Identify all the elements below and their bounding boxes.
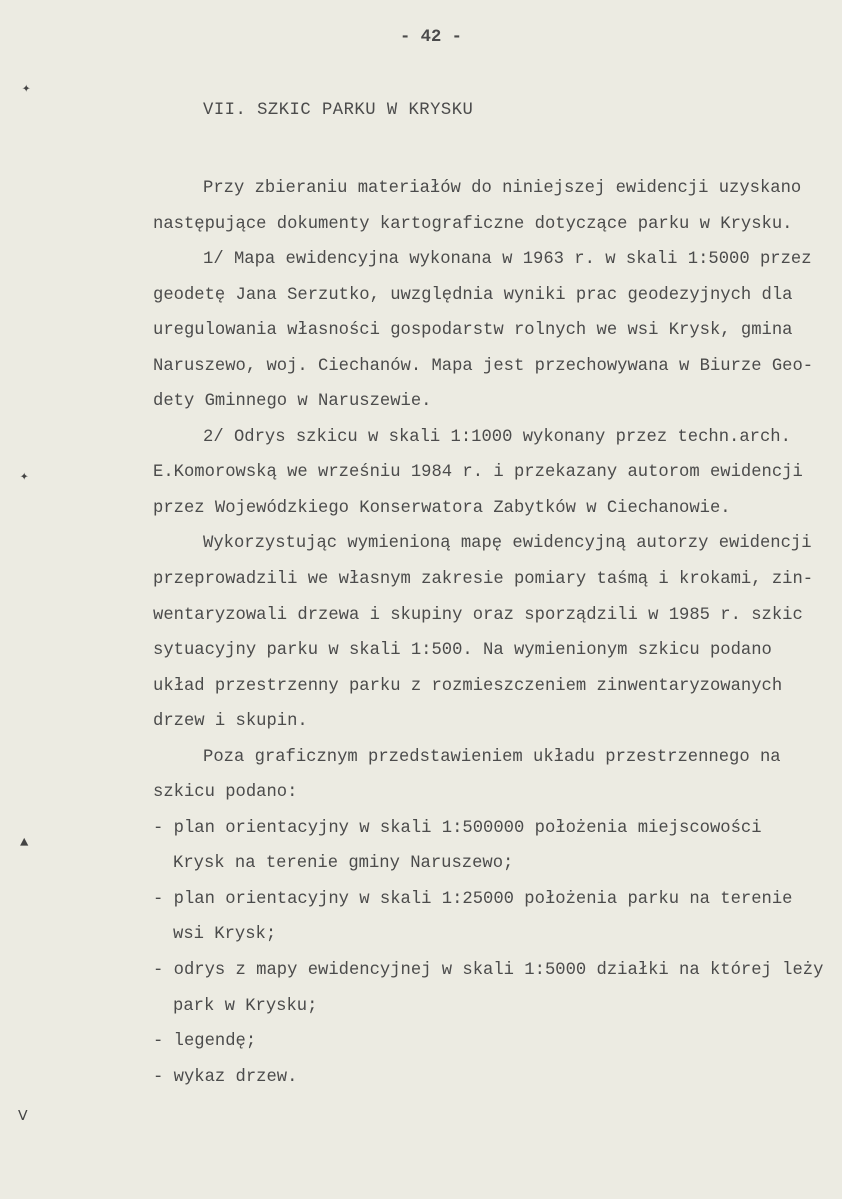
list-item: - plan orientacyjny w skali 1:500000 położenia miejscowości <box>153 818 762 838</box>
margin-mark-icon: ✦ <box>20 469 29 485</box>
text-line: dety Gminnego w Naruszewie. <box>153 392 432 412</box>
text-line: przeprowadzili we własnym zakresie pomiary taśmą i krokami, zin- <box>153 570 814 590</box>
margin-mark-icon: ▲ <box>20 835 29 851</box>
page-number: - 42 - <box>400 28 462 47</box>
section-heading: VII. SZKIC PARKU W KRYSKU <box>203 101 474 120</box>
text-line: Naruszewo, woj. Ciechanów. Mapa jest przechowywana w Biurze Geo- <box>153 356 814 376</box>
text-line: 2/ Odrys szkicu w skali 1:1000 wykonany przez techn.arch. <box>203 427 791 447</box>
list-item: - wykaz drzew. <box>153 1067 298 1087</box>
text-line: Przy zbieraniu materiałów do niniejszej ewidencji uzyskano <box>203 179 802 198</box>
list-item: - plan orientacyjny w skali 1:25000 położenia parku na terenie <box>153 889 793 909</box>
text-line: układ przestrzenny parku z rozmieszczeniem zinwentaryzowanych <box>153 676 783 696</box>
margin-mark-icon: ✦ <box>22 81 31 97</box>
list-item: - legendę; <box>153 1032 257 1052</box>
text-line: szkicu podano: <box>153 783 298 803</box>
document-body <box>153 171 823 1095</box>
text-line: uregulowania własności gospodarstw rolnych we wsi Krysk, gmina <box>153 321 793 341</box>
text-line: Krysk na terenie gminy Naruszewo; <box>173 854 514 874</box>
text-line: geodetę Jana Serzutko, uwzględnia wyniki prac geodezyjnych dla <box>153 285 793 305</box>
text-line: następujące dokumenty kartograficzne dotyczące parku w Krysku. <box>153 214 793 234</box>
text-line: sytuacyjny parku w skali 1:500. Na wymienionym szkicu podano <box>153 641 772 661</box>
list-item: - odrys z mapy ewidencyjnej w skali 1:5000 działki na której leży <box>153 961 824 981</box>
margin-mark-icon: ᐯ <box>18 1109 28 1125</box>
text-line: 1/ Mapa ewidencyjna wykonana w 1963 r. w skali 1:5000 przez <box>203 250 812 270</box>
text-line: wentaryzowali drzewa i skupiny oraz sporządzili w 1985 r. szkic <box>153 605 803 625</box>
text-line: wsi Krysk; <box>173 925 277 945</box>
text-line: Wykorzystując wymienioną mapę ewidencyjną autorzy ewidencji <box>203 534 812 554</box>
text-line: drzew i skupin. <box>153 712 308 732</box>
text-line: przez Wojewódzkiego Konserwatora Zabytków w Ciechanowie. <box>153 498 731 518</box>
text-line: Poza graficznym przedstawieniem układu przestrzennego na <box>203 747 781 767</box>
text-line: park w Krysku; <box>173 996 318 1016</box>
text-line: E.Komorowską we wrześniu 1984 r. i przekazany autorom ewidencji <box>153 463 803 483</box>
